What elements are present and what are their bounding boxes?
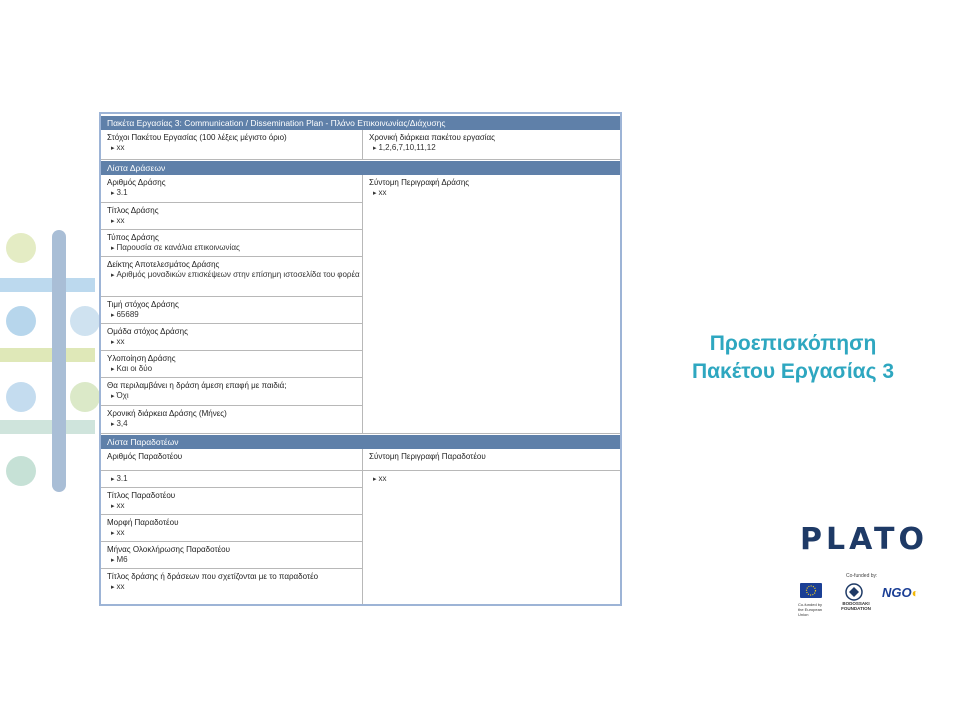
deliverable-number-value: ▸ 3.1 [107,474,362,485]
field-value: ▸ xx [107,501,362,512]
eu-flag-icon [800,583,822,598]
deliverable-number-label-cell [101,449,363,471]
field-label: Υλοποίηση Δράσης [107,354,176,363]
deliverable-number-value-cell [101,471,363,488]
form-header: Πακέτα Εργασίας 3: Communication / Dissemination Plan - Πλάνο Επικοινωνίας/Διάχυσης [101,116,620,130]
slide-title-line1: Προεπισκόπηση [709,332,877,355]
deco-dot [6,233,36,263]
deco-dot [6,382,36,412]
deco-bar [52,230,66,492]
field-label: Τίτλος δράσης ή δράσεων που σχετίζονται με το παραδοτέο [107,572,319,581]
field-value: ▸ M6 [107,555,362,566]
action-field [101,257,363,297]
field-value: ▸ 3.1 [107,188,362,199]
eu-stars-icon [800,583,822,598]
action-field [101,324,363,351]
field-label: Τιμή στόχος Δράσης [107,300,179,309]
action-description-label: Σύντομη Περιγραφή Δράσης [369,178,470,187]
deliverable-field [101,488,363,515]
field-value: ▸ 3,4 [107,419,362,430]
plato-logo: PLATO [800,522,928,557]
eu-caption: Co-funded by the European Union [798,602,823,617]
work-package-form [99,112,622,606]
deco-bar [0,420,95,434]
deco-dot [6,306,36,336]
action-field [101,378,363,406]
action-field [101,203,363,230]
deco-dot [70,382,100,412]
field-value: ▸ xx [107,528,362,539]
field-label: Χρονική διάρκεια Δράσης (Μήνες) [107,409,227,418]
ngo-sun-icon: ◐ [911,586,919,600]
bodossaki-caption: BODOSSAKI FOUNDATION [841,601,871,611]
action-field [101,175,363,203]
action-description-value: ▸ xx [369,188,622,199]
ngo-logo [882,585,919,600]
field-label: Ομάδα στόχος Δράσης [107,327,188,336]
deliverable-desc-value-cell [363,471,622,606]
ngo-text: NGO [882,585,912,600]
objectives-cell [101,130,363,160]
objectives-label: Στόχοι Πακέτου Εργασίας (100 λέξεις μέγιστο όριο) [107,133,287,142]
field-label: Αριθμός Δράσης [107,178,166,187]
deliverable-field [101,569,363,606]
field-value: ▸ xx [107,582,362,593]
cofunded-label: Co-funded by: [846,573,878,579]
deco-bar [0,348,95,362]
field-value: ▸ xx [107,337,362,348]
deco-bar [0,278,95,292]
action-field [101,230,363,257]
deliverable-field [101,542,363,569]
field-value: ▸ xx [107,216,362,227]
field-value: ▸ Αριθμός μοναδικών επισκέψεων στην επίσημη ιστοσελίδα του φορέα [107,270,362,281]
field-label: Τύπος Δράσης [107,233,159,242]
deliverables-header: Λίστα Παραδοτέων [101,435,620,449]
field-label: Τίτλος Παραδοτέου [107,491,176,500]
action-description-cell [363,175,622,434]
field-label: Μήνας Ολοκλήρωσης Παραδοτέου [107,545,230,554]
field-value: ▸ 65689 [107,310,362,321]
deliverable-desc-value: ▸ xx [369,474,622,485]
action-field [101,351,363,378]
actions-header: Λίστα Δράσεων [101,161,620,175]
field-label: Δείκτης Αποτελεσμάτος Δράσης [107,260,220,269]
field-value: ▸ Όχι [107,391,362,402]
deco-dot [70,306,100,336]
duration-value: ▸ 1,2,6,7,10,11,12 [369,143,622,154]
field-value: ▸ Παρουσία σε κανάλια επικοινωνίας [107,243,362,254]
objectives-value: ▸ xx [107,143,362,154]
action-field [101,297,363,324]
slide-title [640,330,946,386]
field-label: Τίτλος Δράσης [107,206,159,215]
slide-title-line2: Πακέτου Εργασίας 3 [691,360,895,383]
deco-dot [6,456,36,486]
deliverable-desc-label: Σύντομη Περιγραφή Παραδοτέου [369,452,486,461]
duration-cell [363,130,622,160]
field-label: Μορφή Παραδοτέου [107,518,179,527]
field-value: ▸ Και οι δύο [107,364,362,375]
deliverable-field [101,515,363,542]
duration-label: Χρονική διάρκεια πακέτου εργασίας [369,133,496,142]
deliverable-desc-label-cell [363,449,622,471]
field-label: Θα περιλαμβάνει η δράση άμεση επαφή με παιδιά; [107,381,287,390]
action-field [101,406,363,434]
deliverable-number-label: Αριθμός Παραδοτέου [107,452,183,461]
